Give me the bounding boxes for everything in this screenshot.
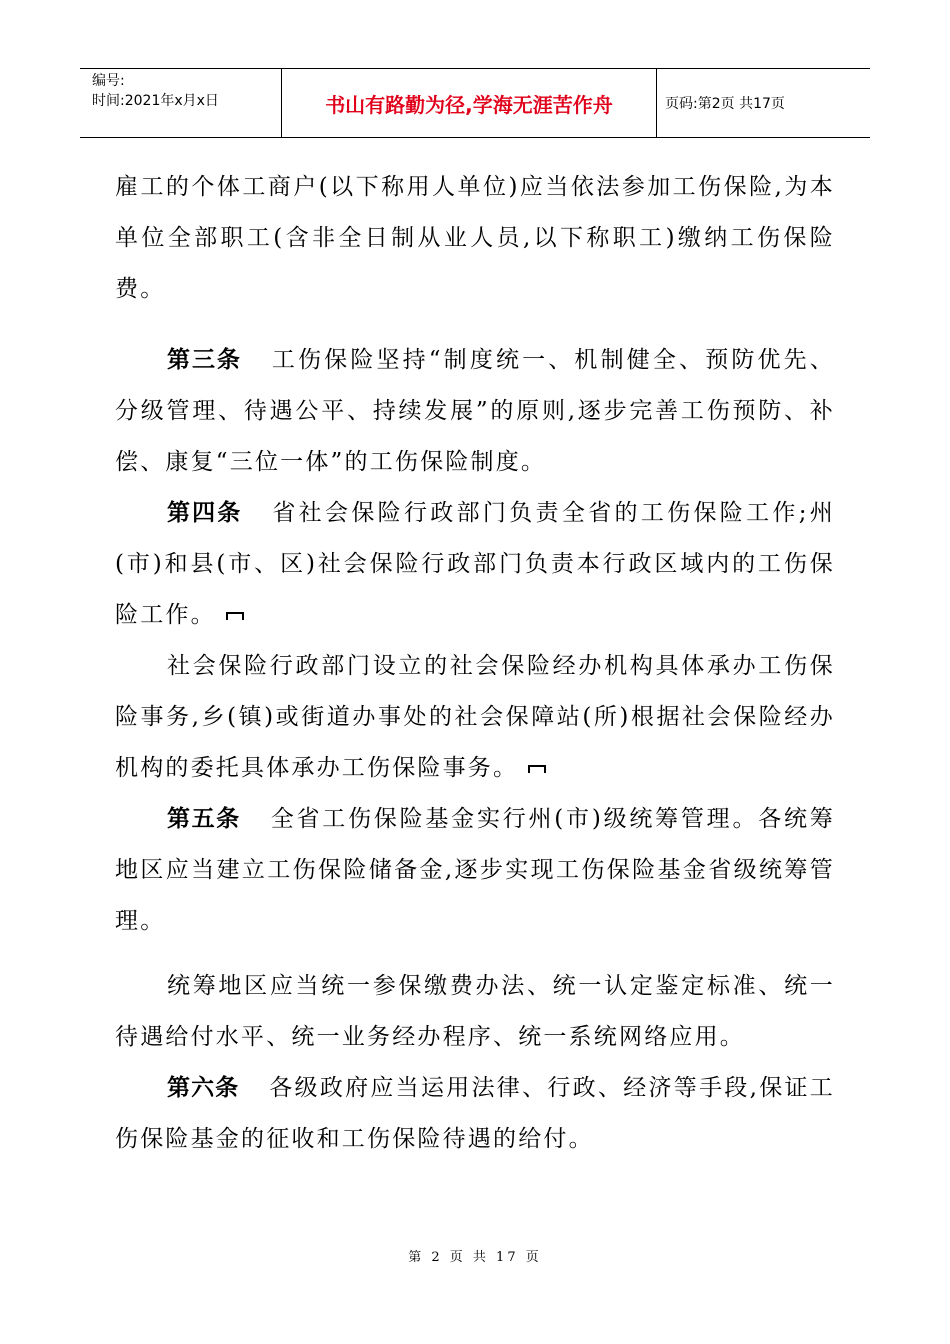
- header-meta: [80, 69, 282, 137]
- article-6-label: 第六条: [167, 1075, 240, 1101]
- edit-mark-icon: [226, 612, 244, 620]
- article-3-text: 工伤保险坚持“制度统一、机制健全、预防优先、分级管理、待遇公平、持续发展”的原则,逐步完善工伤预防、补偿、康复“三位一体”的工伤保险制度。: [115, 347, 835, 475]
- doc-number-label: 编号:: [92, 73, 125, 89]
- page-footer: 第 2 页 共 17 页: [408, 1250, 542, 1265]
- page-header: [80, 68, 870, 138]
- header-page-info: 页码:第2页 共17页: [665, 96, 785, 112]
- paragraph-continuation: 雇工的个体工商户(以下称用人单位)应当依法参加工伤保险,为本单位全部职工(含非全日制从业人员,以下称职工)缴纳工伤保险费。: [115, 174, 835, 302]
- article-5-label: 第五条: [167, 806, 241, 832]
- article-6: [115, 1063, 835, 1165]
- paragraph-unify: 统筹地区应当统一参保缴费办法、统一认定鉴定标准、统一待遇给付水平、统一业务经办程序、统一系统网络应用。: [115, 973, 835, 1050]
- article-3: [115, 335, 835, 488]
- date-label: 时间:2021年x月x日: [92, 93, 219, 109]
- article-4-text: 省社会保险行政部门负责全省的工伤保险工作;州(市)和县(市、区)社会保险行政部门负责本行政区域内的工伤保险工作。: [115, 500, 835, 628]
- article-4-label: 第四条: [167, 500, 243, 526]
- header-motto-cell: [282, 69, 657, 137]
- article-5-text: 全省工伤保险基金实行州(市)级统筹管理。各统筹地区应当建立工伤保险储备金,逐步实现工伤保险基金省级统筹管理。: [115, 806, 835, 934]
- article-3-label: 第三条: [167, 347, 242, 373]
- header-page-cell: [657, 69, 870, 137]
- paragraph-agency-text: 社会保险行政部门设立的社会保险经办机构具体承办工伤保险事务,乡(镇)或街道办事处的社会保障站(所)根据社会保险经办机构的委托具体承办工伤保险事务。: [115, 653, 835, 781]
- paragraph-agency: [115, 641, 835, 794]
- header-motto: 书山有路勤为径,学海无涯苦作舟: [325, 92, 613, 117]
- article-6-text: 各级政府应当运用法律、行政、经济等手段,保证工伤保险基金的征收和工伤保险待遇的给付。: [115, 1075, 835, 1152]
- document-body: [115, 162, 835, 1165]
- article-5: [115, 794, 835, 947]
- article-4: [115, 488, 835, 641]
- edit-mark-icon: [528, 765, 546, 773]
